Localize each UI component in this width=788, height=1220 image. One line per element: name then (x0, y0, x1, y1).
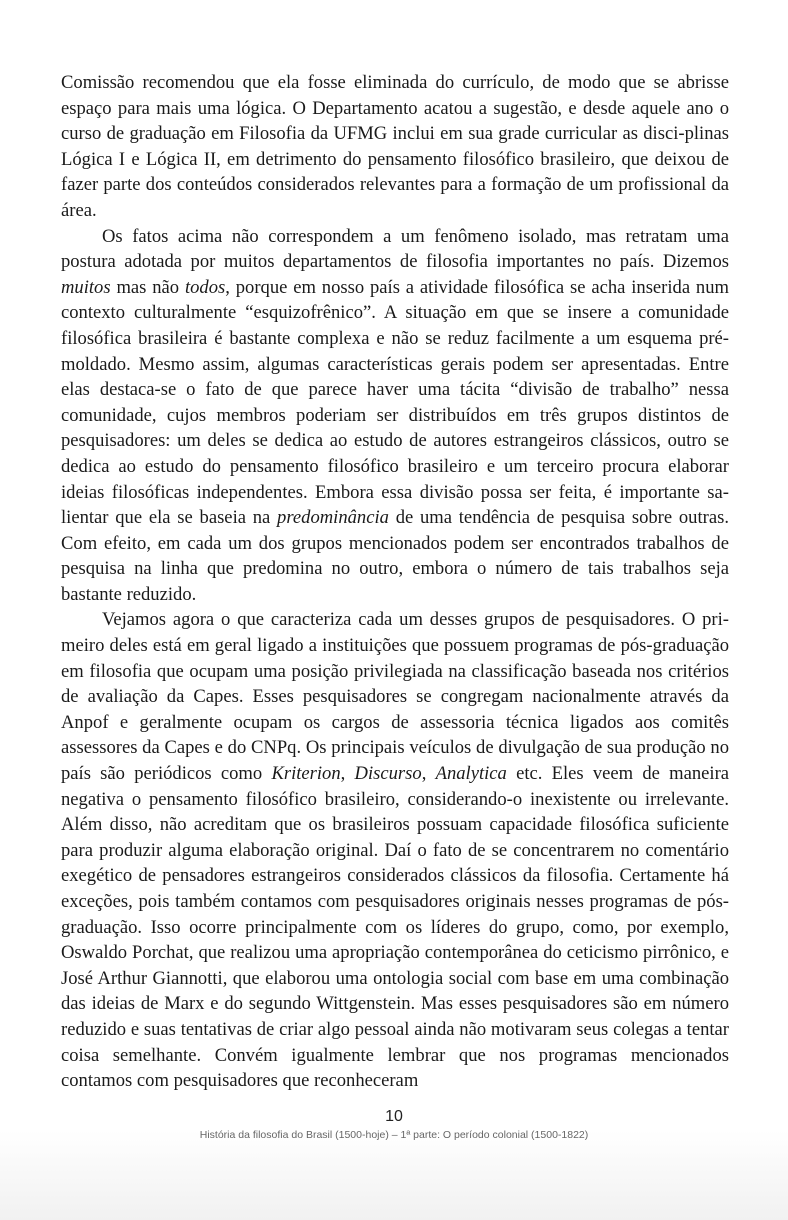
text-run: Comissão recomendou que ela fosse eliminada do currículo, de modo que se abrisse espaço para mais uma lógica. O Departamento acatou a sugestão, e desde aquele ano o curso de graduação em Filosofia da UFMG inclui em sua grade curricular as disci-plinas Lógica I e Lógica II, em detrimento do pensamento filosófico brasileiro, que deixou de fazer parte dos conteúdos considerados relevantes para a formação de um profissional da área. (61, 72, 729, 221)
page-number: 10 (385, 1108, 403, 1125)
text-run: Vejamos agora o que caracteriza cada um desses grupos de pesquisadores. O primeiro deles está em geral ligado a instituições que possuem programas de pós-graduação em filosofia que ocupam uma posição privilegiada na classificação baseada nos critérios de avaliação da Capes. Esses pesquisadores se congregam nacionalmente através da Anpof e geralmente ocupam os cargos de assessoria técnica ligados aos comitês assessores da Capes e do CNPq. Os principais veículos de divulgação de sua produção no país são periódicos como (61, 609, 729, 785)
text-run: mas não (110, 276, 185, 298)
text-run: etc. Eles veem de maneira negativa o pensamento filosófico brasileiro, considerando-o inexistente ou irrelevante. Além disso, não acreditam que os brasileiros possuam capacidade filosófica suficiente para produzir alguma elaboração original. Daí o fato de se concentrarem no comentário exegético de pensadores estrangeiros considerados clássicos da filosofia. Certamente há exceções, pois também contamos com pesquisadores originais nesses programas de pós-graduação. Isso ocorre principalmente com os líderes do grupo, como, por exemplo, Oswaldo Porchat, que realizou uma apropriação contemporânea do ceticismo pirrônico, e José Arthur Giannotti, que elaborou uma ontologia social com base em uma combinação das ideias de Marx e do segundo Wittgenstein. Mas esses pesquisadores são em número reduzido e suas tentativas de criar algo pessoal ainda não motivaram seus colegas a tentar coisa semelhante. Convém igualmente lembrar que nos programas mencionados contamos com pesquisadores que reconheceram (61, 763, 730, 1092)
text-run: , (421, 763, 436, 785)
paragraph (61, 224, 729, 608)
text-run: de uma tendência de pesquisa sobre outras. Com efeito, em cada um dos grupos mencionados podem ser encontrados trabalhos de pesquisa na linha que predomina no outro, embora o número de tais trabalhos seja bastante reduzido. (61, 507, 729, 605)
italic-text: Kriterion (271, 763, 341, 785)
italic-text: Discurso (354, 763, 422, 785)
running-footer: História da filosofia do Brasil (1500-hoje) – 1ª parte: O período colonial (1500-1822) (199, 1129, 589, 1141)
italic-text: todos (184, 276, 226, 298)
body-text (61, 70, 729, 1094)
italic-text: Analytica (435, 763, 507, 785)
paragraph (61, 70, 729, 224)
italic-text: predominância (277, 507, 389, 529)
paragraph (61, 607, 729, 1093)
text-run: Os fatos acima não correspondem a um fenômeno isolado, mas retratam uma postura adotada por muitos departamentos de filosofia importantes no país. Dizemos (61, 225, 729, 273)
italic-text: muitos (61, 276, 111, 298)
text-run: , (340, 763, 355, 785)
text-run: , porque em nosso país a atividade filosófica se acha inserida num contexto culturalmente “esquizofrênico”. A situação em que se insere a comunidade filosófica brasileira é bastante complexa e não se reduz facilmente a um esquema pré-moldado. Mesmo assim, algumas características gerais podem ser apresentadas. Entre elas destaca-se o fato de que parece haver uma tácita “divisão de trabalho” nessa comunidade, cujos membros poderiam ser distribuídos em três grupos distintos de pesquisadores: um deles se dedica ao estudo de autores estrangeiros clássicos, outro se dedica ao estudo do pensamento filosófico brasileiro e um terceiro procura elaborar ideias filosóficas independentes. Embora essa divisão possa ser feita, é importante salientar que ela se baseia na (61, 276, 729, 529)
